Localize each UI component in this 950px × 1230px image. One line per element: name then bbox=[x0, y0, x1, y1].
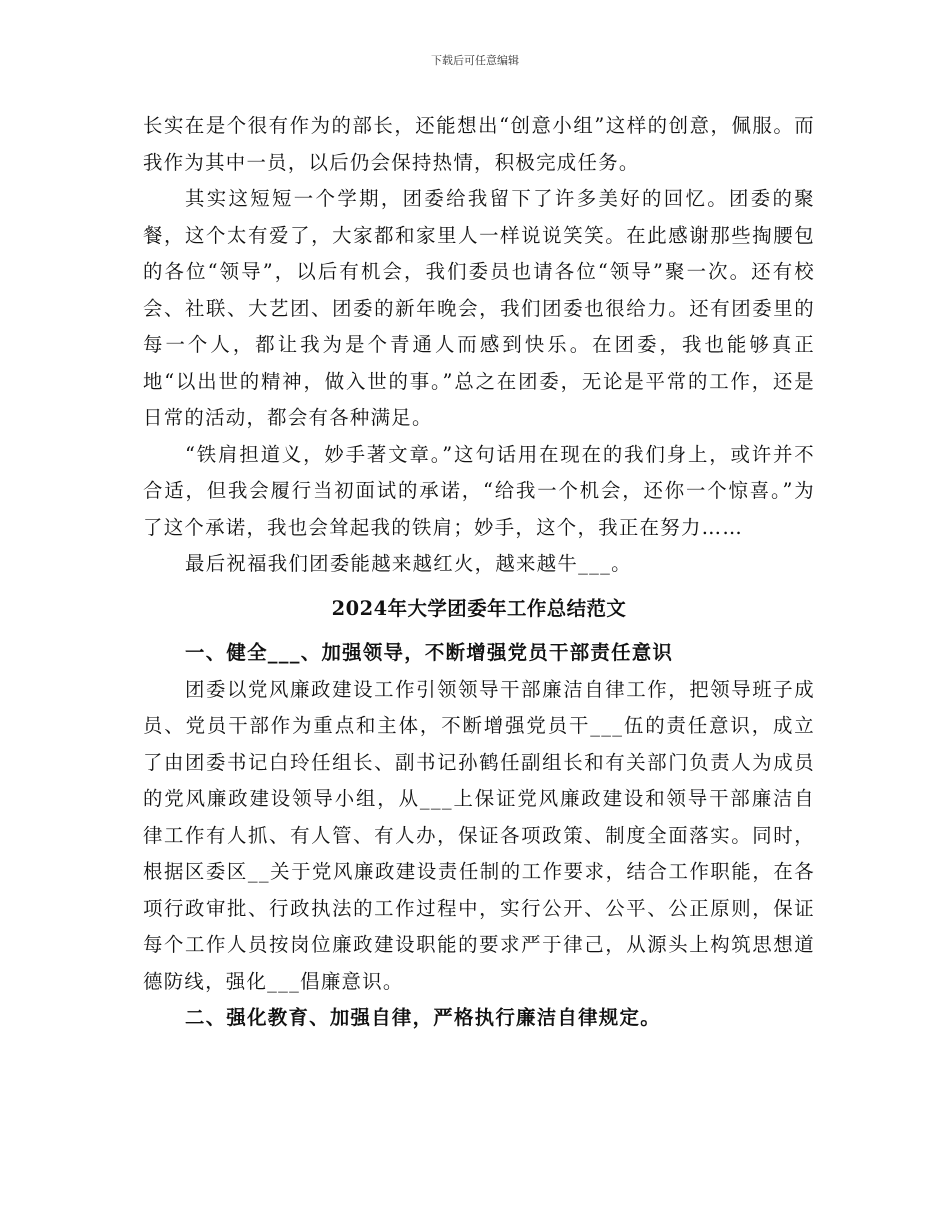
page-header: 下载后可任意编辑 bbox=[431, 54, 519, 67]
section-heading-2: 二、强化教育、加强自律，严格执行廉洁自律规定。 bbox=[185, 1006, 661, 1029]
paragraph: 最后祝福我们团委能越来越红火，越来越牛___。 bbox=[185, 552, 632, 575]
paragraph: 其实这短短一个学期，团委给我留下了许多美好的回忆。团委的聚餐，这个太有爱了，大家都和家里人一样说说笑笑。在此感谢那些掏腰包的各位“领导”，以后有机会，我们委员也请各位“领导”聚一次。还有校会、社联、大艺团、团委的新年晚会，我们团委也很给力。还有团委里的每一个人，都让我为是个青通人而感到快乐。在团委，我也能够真正地“以出世的精神，做入世的事。”总之在团委，无论是平常的工作，还是日常的活动，都会有各种满足。 bbox=[143, 187, 815, 429]
paragraph: “铁肩担道义，妙手著文章。”这句话用在现在的我们身上，或许并不合适，但我会履行当初面试的承诺，“给我一个机会，还你一个惊喜。”为了这个承诺，我也会耸起我的铁肩；妙手，这个，我正在努力…… bbox=[143, 442, 815, 539]
paragraph-continued: 长实在是个很有作为的部长，还能想出“创意小组”这样的创意，佩服。而我作为其中一员，以后仍会保持热情，积极完成任务。 bbox=[143, 114, 815, 174]
document-title: 2024年大学团委年工作总结范文 bbox=[331, 596, 627, 620]
section-1-body: 团委以党风廉政建设工作引领领导干部廉洁自律工作，把领导班子成员、党员干部作为重点和主体，不断增强党员干___伍的责任意识，成立了由团委书记白玲任组长、副书记孙鹤任副组长和有关部门负责人为成员的党风廉政建设领导小组，从___上保证党风廉政建设和领导干部廉洁自律工作有人抓、有人管、有人办，保证各项政策、制度全面落实。同时，根据区委区__关于党风廉政建设责任制的工作要求，结合工作职能，在各项行政审批、行政执法的工作过程中，实行公开、公平、公正原则，保证每个工作人员按岗位廉政建设职能的要求严于律己，从源头上构筑思想道德防线，强化___倡廉意识。 bbox=[143, 677, 815, 993]
section-heading-1: 一、健全___、加强领导，不断增强党员干部责任意识 bbox=[185, 641, 674, 664]
document-body bbox=[143, 108, 815, 1037]
